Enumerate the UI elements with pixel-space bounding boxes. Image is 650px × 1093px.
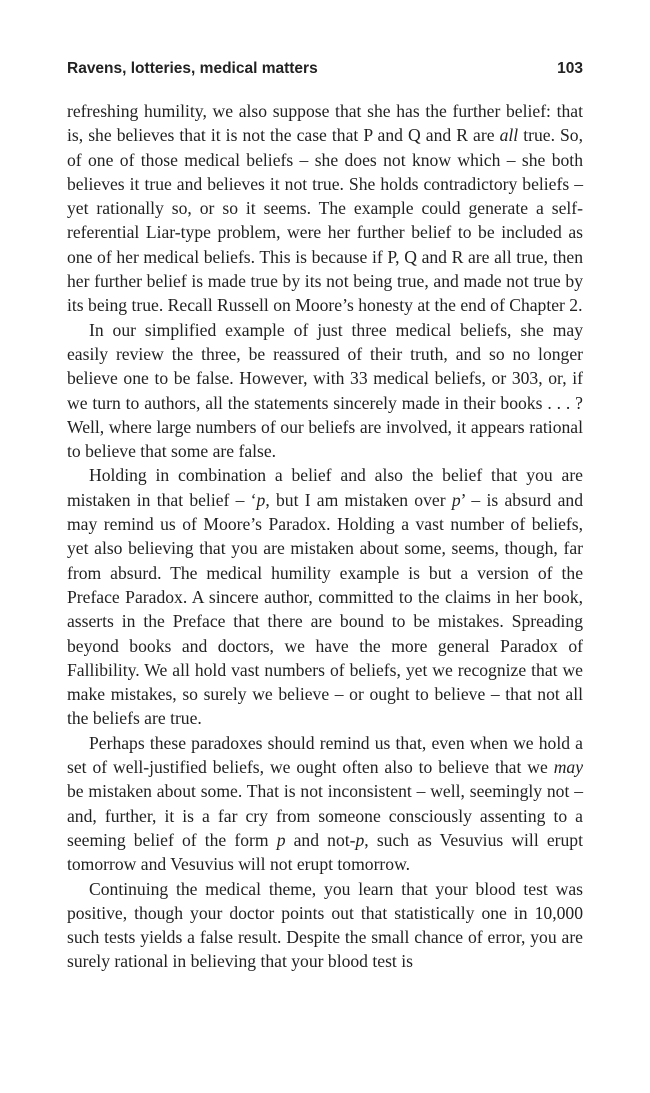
text-run-italic: all bbox=[499, 125, 519, 146]
text-run-italic: p bbox=[256, 489, 266, 510]
text-run-italic: p bbox=[276, 829, 286, 850]
text-run: , such as Vesuvius will erupt tomorrow and Vesuvius will not erupt tomorrow. bbox=[67, 829, 583, 875]
text-run-italic: p bbox=[355, 829, 365, 850]
page-number: 103 bbox=[557, 60, 583, 77]
text-run: , but I am mistaken over bbox=[265, 489, 452, 510]
text-run: In our simplified example of just three medical beliefs, she may easily review the three, be reassured of their truth, and so no longer believe one to be false. However, with 33 medical beliefs, or 303, or, if we turn to authors, all the statements sincerely made in their books . . . ? Well, where large numbers of our beliefs are involved, it appears rational to believe that some are false. bbox=[67, 319, 583, 462]
text-run: Perhaps these paradoxes should remind us that, even when we hold a set of well-justified beliefs, we ought often also to believe that we bbox=[67, 732, 583, 778]
text-run-italic: may bbox=[553, 757, 583, 778]
text-run: true. So, of one of those medical beliefs – she does not know which – she both believes it true and believes it not true. She holds contradictory beliefs – yet rationally so, or so it seems. The example could generate a self-referential Liar-type problem, were her further belief to be included as one of her medical beliefs. This is because if P, Q and R are all true, then her further belief is made true by its not being true, and made not true by its being true. Recall Russell on Moore’s honesty at the end of Chapter 2. bbox=[67, 125, 584, 316]
paragraph-3 bbox=[67, 463, 583, 730]
paragraph-2 bbox=[67, 318, 583, 464]
body-text bbox=[67, 99, 583, 974]
text-run-italic: p bbox=[451, 489, 461, 510]
text-run: Holding in combination a belief and also the belief that you are mistaken in that belief – ‘ bbox=[67, 465, 583, 510]
text-run: Continuing the medical theme, you learn that your blood test was positive, though your doctor points out that statistically one in 10,000 such tests yields a false result. Despite the small chance of error, you are surely rational in believing that your blood test is bbox=[67, 878, 583, 972]
text-run: refreshing humility, we also suppose that she has the further belief: that is, she believes that it is not the case that P and Q and R are bbox=[67, 101, 583, 146]
paragraph-1 bbox=[67, 99, 583, 318]
running-header bbox=[67, 60, 583, 82]
text-run: and not- bbox=[285, 829, 356, 850]
paragraph-5 bbox=[67, 877, 583, 974]
running-title: Ravens, lotteries, medical matters bbox=[67, 60, 318, 77]
text-run: ’ – is absurd and may remind us of Moore’s Paradox. Holding a vast number of beliefs, yet also believing that you are mistaken about some, seems, though, far from absurd. The medical humility example is but a version of the Preface Paradox. A sincere author, committed to the claims in her book, asserts in the Preface that there are bound to be mistakes. Spreading beyond books and doctors, we have the more general Paradox of Fallibility. We all hold vast numbers of beliefs, yet we recognize that we make mistakes, so surely we believe – or ought to believe – that not all the beliefs are true. bbox=[67, 489, 583, 729]
book-page bbox=[67, 60, 583, 974]
paragraph-4 bbox=[67, 731, 583, 877]
text-run: be mistaken about some. That is not inconsistent – well, seemingly not – and, further, it is a far cry from someone consciously assenting to a seeming belief of the form bbox=[67, 781, 583, 850]
